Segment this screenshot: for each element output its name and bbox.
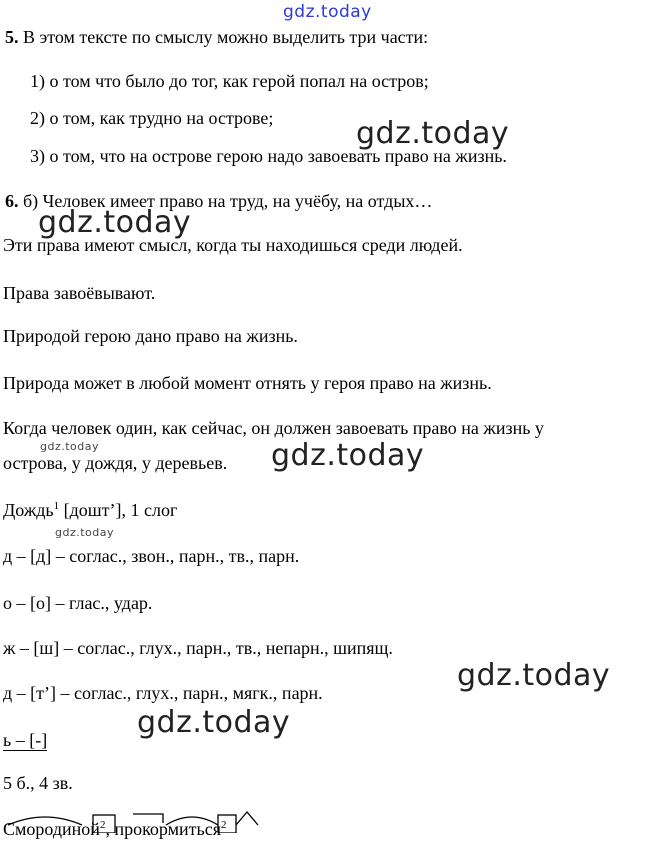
watermark-top: gdz.today	[283, 2, 372, 22]
morph-sup-2: 2	[221, 819, 227, 831]
phonetic-row-3: ж – [ш] – соглас., глух., парн., тв., непарн., шипящ.	[3, 638, 393, 658]
suffix-hat-icon	[236, 812, 258, 825]
phonetic-word-rest: [дошт’], 1 слог	[59, 500, 178, 520]
task6-first-text: б) Человек имеет право на труд, на учёбу, на отдых…	[23, 191, 433, 211]
task6-line-2: Права завоёвывают.	[3, 283, 156, 303]
phonetic-row-2: о – [о] – глас., удар.	[3, 593, 153, 613]
phonetic-word: Дождь	[3, 500, 54, 520]
phonetic-row-1: д – [д] – соглас., звон., парн., тв., парн.	[3, 546, 300, 566]
task6-line-5: Когда человек один, как сейчас, он должен завоевать право на жизнь у	[3, 418, 544, 438]
watermark-3: gdz.today	[40, 440, 100, 453]
watermark-5: gdz.today	[55, 526, 115, 539]
watermark-4: gdz.today	[271, 438, 425, 473]
task6-line-4: Природа может в любой момент отнять у героя право на жизнь.	[3, 373, 492, 393]
task5-item-2: 2) о том, как трудно на острове;	[30, 108, 274, 128]
watermark-2: gdz.today	[38, 205, 192, 240]
watermark-7: gdz.today	[137, 705, 291, 740]
phonetic-word-line	[3, 499, 177, 521]
phonetic-word-sup: 1	[53, 500, 60, 512]
morph-word-1: Смородиной	[3, 819, 100, 839]
task6-line-6: острова, у дождя, у деревьев.	[3, 453, 228, 473]
task6-number: 6.	[5, 191, 19, 211]
morph-sep: ,	[105, 819, 115, 839]
phonetic-row-5-text: ь – [-]	[3, 730, 48, 750]
phonetic-summary: 5 б., 4 зв.	[3, 773, 73, 793]
morph-word-2: прокормиться	[114, 819, 221, 839]
task5-item-1: 1) о том что было до тог, как герой попал на остров;	[30, 71, 429, 91]
task5-item-3: 3) о том, что на острове герою надо завоевать право на жизнь.	[30, 146, 507, 166]
task6-first-line	[5, 190, 432, 212]
task6-line-3: Природой герою дано право на жизнь.	[3, 326, 298, 346]
task5-number: 5.	[5, 27, 19, 47]
morpheme-line	[3, 818, 227, 840]
phonetic-row-5	[3, 729, 47, 751]
phonetic-row-4: д – [т’] – соглас., глух., парн., мягк., парн.	[3, 683, 323, 703]
task6-line-1: Эти права имеют смысл, когда ты находишься среди людей.	[3, 235, 463, 255]
task5-intro	[5, 26, 428, 48]
watermark-6: gdz.today	[457, 658, 611, 693]
morph-sup-1: 2	[99, 819, 106, 831]
task5-intro-text: В этом тексте по смыслу можно выделить три части:	[23, 27, 429, 47]
watermark-1: gdz.today	[356, 116, 510, 151]
